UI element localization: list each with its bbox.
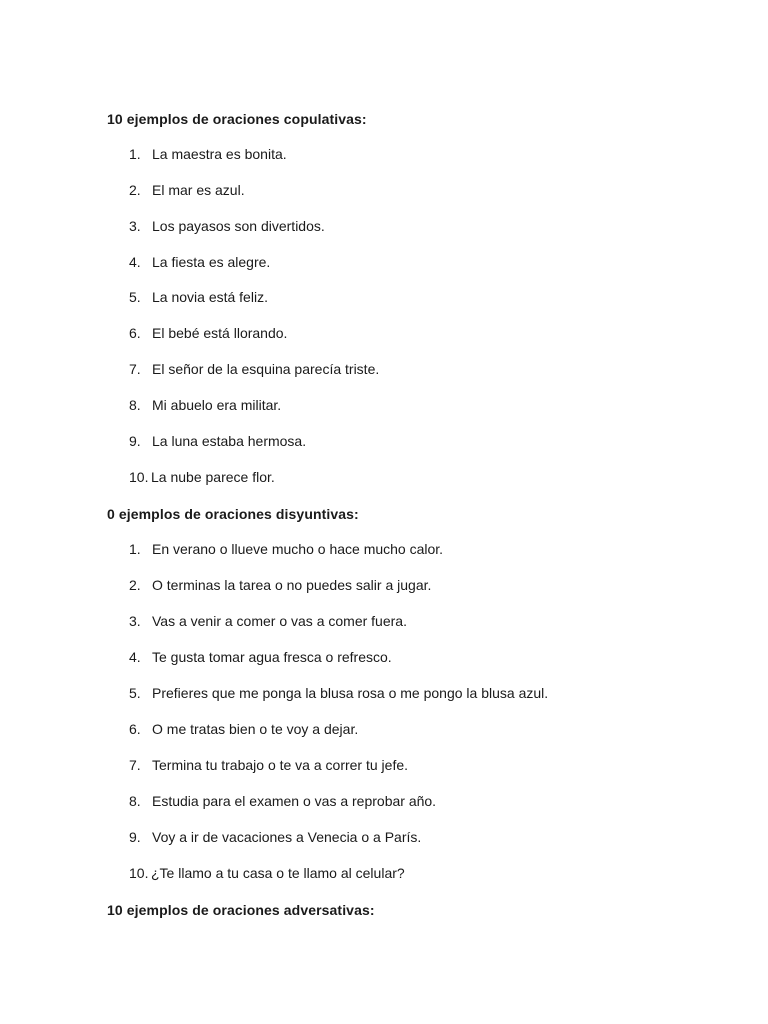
list-item-number: 6. <box>129 325 141 341</box>
list-item-number: 9. <box>129 433 141 449</box>
list-item-number: 5. <box>129 685 141 701</box>
list-item <box>129 541 443 558</box>
list-item-number: 1. <box>129 541 141 557</box>
list-item-number: 4. <box>129 649 141 665</box>
list-item <box>129 182 245 199</box>
list-item-number: 2. <box>129 577 141 593</box>
list-item-number: 2. <box>129 182 141 198</box>
list-item <box>129 254 270 271</box>
list-item-number: 7. <box>129 361 141 377</box>
section-heading-disyuntivas: 0 ejemplos de oraciones disyuntivas: <box>107 506 359 522</box>
list-item <box>129 397 281 414</box>
list-item-text: O terminas la tarea o no puedes salir a jugar. <box>152 577 432 593</box>
list-item-text: Los payasos son divertidos. <box>152 218 325 234</box>
list-item-number: 10. <box>129 865 149 881</box>
list-item-text: La fiesta es alegre. <box>152 254 271 270</box>
list-item <box>129 361 379 378</box>
list-item-text: El señor de la esquina parecía triste. <box>152 361 380 377</box>
list-item <box>129 793 436 810</box>
list-item-number: 5. <box>129 289 141 305</box>
section-heading-adversativas: 10 ejemplos de oraciones adversativas: <box>107 902 375 918</box>
list-item-number: 6. <box>129 721 141 737</box>
list-item <box>129 829 421 846</box>
list-item-number: 7. <box>129 757 141 773</box>
list-item <box>129 757 408 774</box>
list-item-text: La luna estaba hermosa. <box>152 433 307 449</box>
list-item-number: 9. <box>129 829 141 845</box>
list-item <box>129 433 306 450</box>
list-item-text: Voy a ir de vacaciones a Venecia o a París. <box>152 829 422 845</box>
list-item <box>129 685 548 702</box>
section-heading-copulativas: 10 ejemplos de oraciones copulativas: <box>107 111 367 127</box>
list-item-text: El bebé está llorando. <box>152 325 288 341</box>
list-item-number: 3. <box>129 613 141 629</box>
list-item <box>129 721 358 738</box>
list-item-text: La novia está feliz. <box>152 289 268 305</box>
list-item-number: 8. <box>129 793 141 809</box>
list-item <box>129 469 275 486</box>
list-item-text: Mi abuelo era militar. <box>152 397 282 413</box>
list-item-text: ¿Te llamo a tu casa o te llamo al celular? <box>151 865 405 881</box>
list-item <box>129 649 392 666</box>
list-item-number: 8. <box>129 397 141 413</box>
list-item-number: 10. <box>129 469 149 485</box>
list-item-text: Vas a venir a comer o vas a comer fuera. <box>152 613 407 629</box>
list-item-text: Estudia para el examen o vas a reprobar año. <box>152 793 437 809</box>
list-item <box>129 865 405 882</box>
list-item <box>129 577 431 594</box>
list-item-text: En verano o llueve mucho o hace mucho calor. <box>152 541 444 557</box>
list-item-text: El mar es azul. <box>152 182 245 198</box>
list-item <box>129 289 268 306</box>
list-item-number: 1. <box>129 146 141 162</box>
list-item-text: O me tratas bien o te voy a dejar. <box>152 721 359 737</box>
list-item-text: Te gusta tomar agua fresca o refresco. <box>152 649 392 665</box>
list-item-number: 4. <box>129 254 141 270</box>
list-item-number: 3. <box>129 218 141 234</box>
list-item <box>129 325 287 342</box>
list-item <box>129 146 287 163</box>
list-item-text: La nube parece flor. <box>151 469 275 485</box>
list-item-text: Prefieres que me ponga la blusa rosa o me pongo la blusa azul. <box>152 685 549 701</box>
list-item <box>129 218 325 235</box>
list-item-text: Termina tu trabajo o te va a correr tu jefe. <box>152 757 409 773</box>
list-item <box>129 613 407 630</box>
list-item-text: La maestra es bonita. <box>152 146 287 162</box>
